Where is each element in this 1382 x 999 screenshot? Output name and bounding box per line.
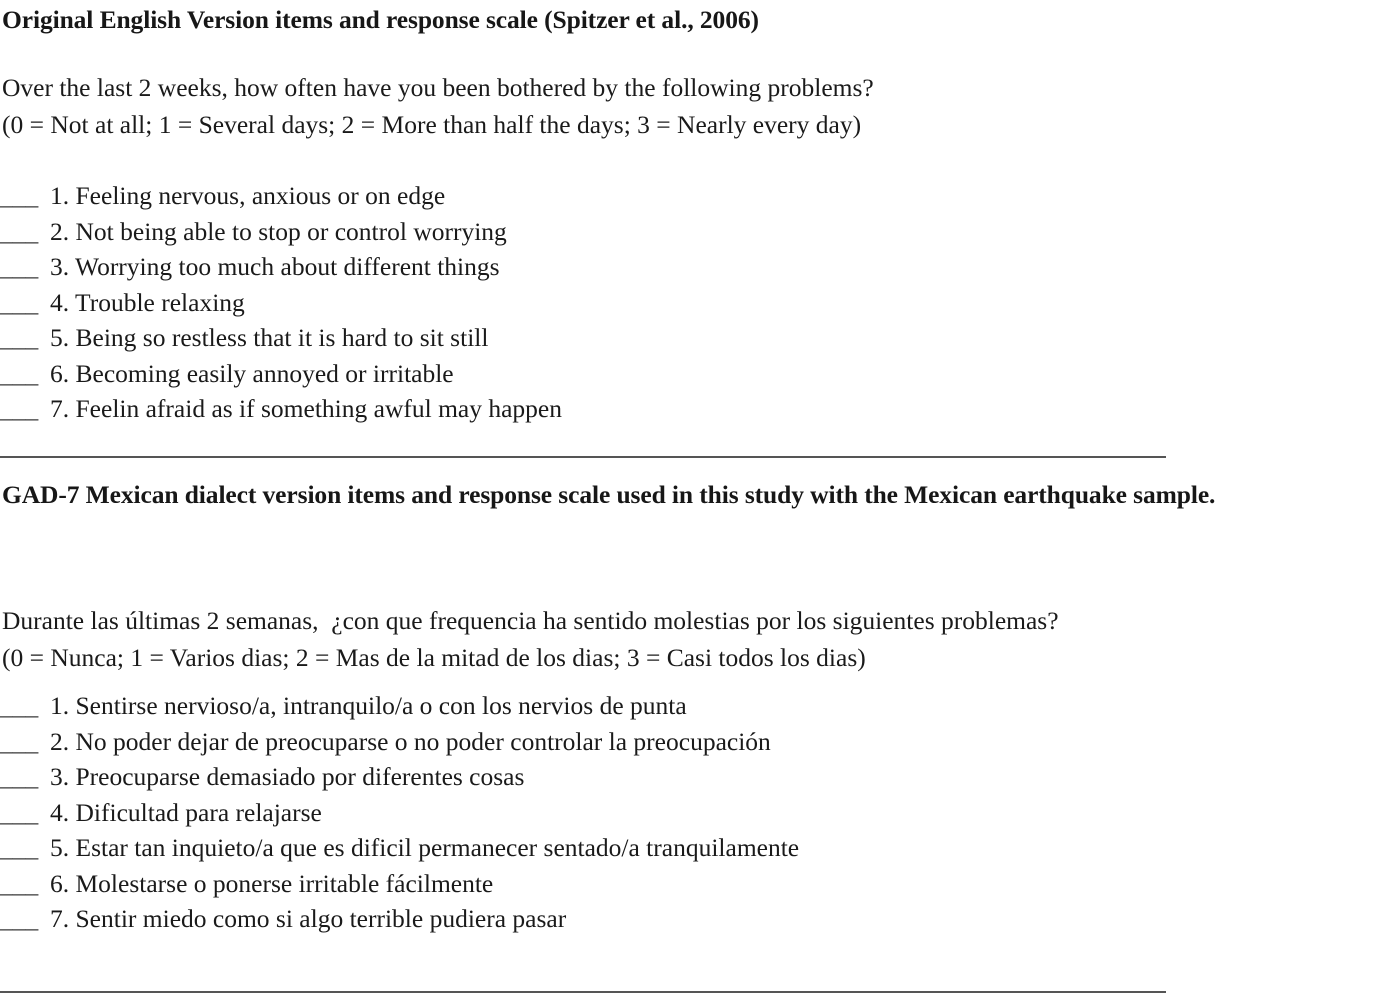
list-item-label: 4. Trouble relaxing <box>50 287 245 317</box>
list-item-label: 3. Worrying too much about different things <box>50 252 500 281</box>
list-item-label: 1. Feeling nervous, anxious or on edge <box>50 181 446 210</box>
list-item <box>0 249 562 285</box>
response-blank-field[interactable]: ___ <box>0 762 39 791</box>
list-item-label: 6. Molestarse o ponerse irritable fácilmente <box>50 868 494 898</box>
list-item <box>0 688 799 724</box>
english-prompt-line-1: Over the last 2 weeks, how often have you been bothered by the following problems? <box>2 73 874 102</box>
list-item-label: 7. Sentir miedo como si algo terrible pudiera pasar <box>50 904 567 933</box>
list-item-label: 6. Becoming easily annoyed or irritable <box>50 358 454 388</box>
response-blank-field[interactable]: ___ <box>0 833 39 862</box>
list-item-label: 2. No poder dejar de preocuparse o no poder controlar la preocupación <box>50 726 771 756</box>
list-item-label: 3. Preocuparse demasiado por diferentes cosas <box>50 762 525 791</box>
response-blank-field[interactable]: ___ <box>0 252 39 281</box>
list-item <box>0 285 562 321</box>
response-blank-field[interactable]: ___ <box>0 394 39 423</box>
english-response-scale-legend: (0 = Not at all; 1 = Several days; 2 = More than half the days; 3 = Nearly every day) <box>2 110 862 139</box>
list-item <box>0 901 799 937</box>
list-item <box>0 830 799 866</box>
list-item-label: 2. Not being able to stop or control worrying <box>50 216 507 246</box>
response-blank-field[interactable]: ___ <box>0 181 39 210</box>
divider-bottom <box>0 991 1166 993</box>
list-item-label: 4. Dificultad para relajarse <box>50 797 322 827</box>
response-blank-field[interactable]: ___ <box>0 797 39 827</box>
english-version-heading: Original English Version items and response scale (Spitzer et al., 2006) <box>2 5 759 34</box>
mexican-version-heading: GAD-7 Mexican dialect version items and response scale used in this study with the Mexican earthquake sample. <box>2 480 1216 509</box>
list-item-label: 1. Sentirse nervioso/a, intranquilo/a o con los nervios de punta <box>50 691 687 720</box>
list-item-label: 5. Estar tan inquieto/a que es dificil permanecer sentado/a tranquilamente <box>50 833 800 862</box>
spanish-item-list <box>0 688 799 937</box>
list-item-label: 7. Feelin afraid as if something awful may happen <box>50 394 562 423</box>
list-item <box>0 320 562 356</box>
response-blank-field[interactable]: ___ <box>0 691 39 720</box>
list-item <box>0 214 562 250</box>
list-item <box>0 866 799 902</box>
list-item-label: 5. Being so restless that it is hard to sit still <box>50 323 489 352</box>
response-blank-field[interactable]: ___ <box>0 323 39 352</box>
list-item <box>0 178 562 214</box>
spanish-response-scale-legend: (0 = Nunca; 1 = Varios dias; 2 = Mas de la mitad de los dias; 3 = Casi todos los dias) <box>2 643 866 672</box>
response-blank-field[interactable]: ___ <box>0 868 39 898</box>
response-blank-field[interactable]: ___ <box>0 216 39 246</box>
spanish-prompt-line-1: Durante las últimas 2 semanas, ¿con que frequencia ha sentido molestias por los siguientes problemas? <box>2 606 1059 635</box>
response-blank-field[interactable]: ___ <box>0 904 39 933</box>
response-blank-field[interactable]: ___ <box>0 287 39 317</box>
response-blank-field[interactable]: ___ <box>0 358 39 388</box>
response-blank-field[interactable]: ___ <box>0 726 39 756</box>
divider-between-sections <box>0 456 1166 458</box>
list-item <box>0 356 562 392</box>
list-item <box>0 759 799 795</box>
list-item <box>0 795 799 831</box>
list-item <box>0 724 799 760</box>
list-item <box>0 391 562 427</box>
english-item-list <box>0 178 562 427</box>
